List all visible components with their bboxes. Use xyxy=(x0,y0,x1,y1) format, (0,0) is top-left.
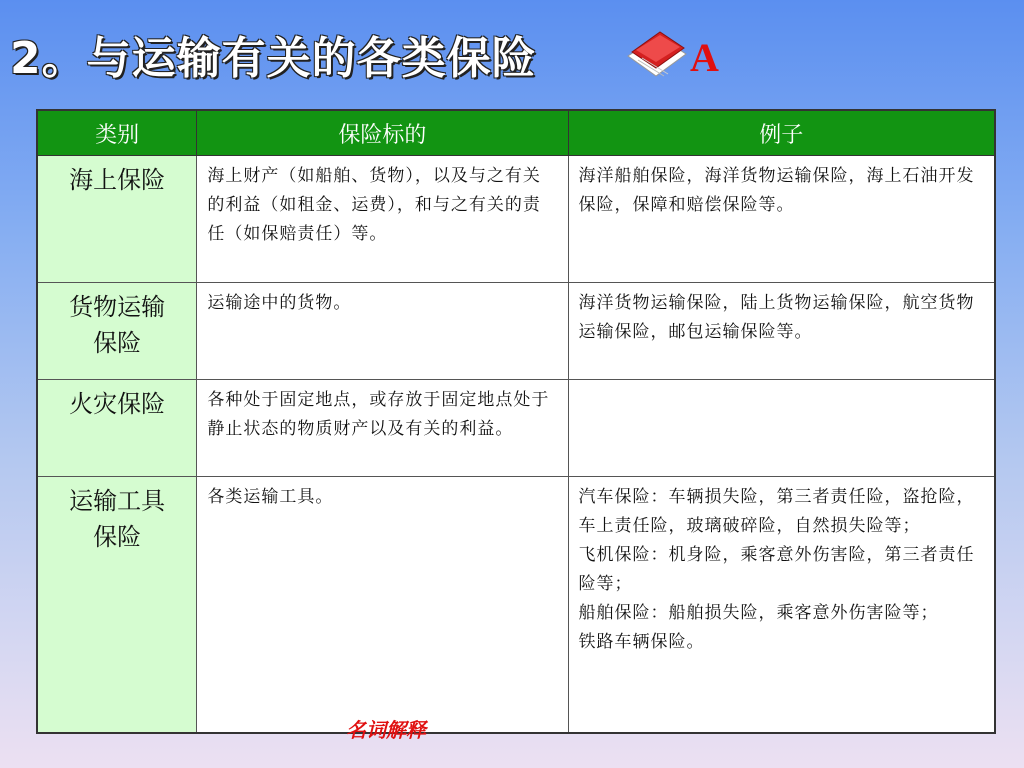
slide-title: 2。与运输有关的各类保险 xyxy=(10,33,537,84)
header-examples: 例子 xyxy=(568,110,995,156)
table-header-row xyxy=(37,110,995,156)
insurance-table xyxy=(36,109,996,734)
examples-cell xyxy=(568,380,995,477)
table-row xyxy=(37,380,995,477)
category-label: 货物运输保险 xyxy=(69,293,166,357)
category-label: 运输工具保险 xyxy=(69,487,166,551)
header-category: 类别 xyxy=(37,110,197,156)
subject-cell: 各类运输工具。 xyxy=(197,477,568,733)
subject-cell: 海上财产（如船舶、货物），以及与之有关的利益（如租金、运费），和与之有关的责任（如保赔责任）等。 xyxy=(197,156,568,283)
category-cell xyxy=(37,283,197,380)
header-subject: 保险标的 xyxy=(197,110,568,156)
glossary-link[interactable]: 名词解释 xyxy=(346,718,426,742)
table-row xyxy=(37,477,995,733)
category-label: 海上保险 xyxy=(69,166,166,194)
table-row xyxy=(37,156,995,283)
examples-cell: 汽车保险：车辆损失险，第三者责任险，盗抢险，车上责任险，玻璃破碎险，自然损失险等； 飞机保险：机身险，乘客意外伤害险，第三者责任险等； 船舶保险：船舶损失险，乘客意外伤害险等； 铁路车辆保险。 xyxy=(568,477,995,733)
examples-cell: 海洋货物运输保险，陆上货物运输保险，航空货物运输保险，邮包运输保险等。 xyxy=(568,283,995,380)
subject-cell: 各种处于固定地点，或存放于固定地点处于静止状态的物质财产以及有关的利益。 xyxy=(197,380,568,477)
category-cell xyxy=(37,477,197,733)
table-row xyxy=(37,283,995,380)
category-cell xyxy=(37,156,197,283)
badge-letter-a[interactable]: A xyxy=(690,35,719,80)
book-icon[interactable] xyxy=(624,26,694,82)
examples-cell: 海洋船舶保险，海洋货物运输保险，海上石油开发保险，保障和赔偿保险等。 xyxy=(568,156,995,283)
subject-cell: 运输途中的货物。 xyxy=(197,283,568,380)
category-cell xyxy=(37,380,197,477)
category-label: 火灾保险 xyxy=(69,390,166,418)
